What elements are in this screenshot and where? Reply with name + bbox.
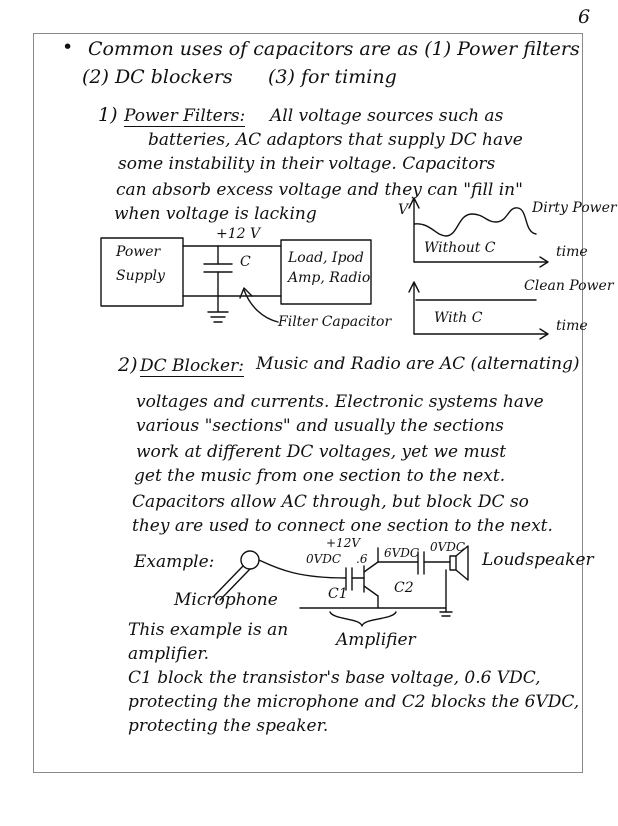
clean-power-label: Clean Power bbox=[524, 278, 614, 294]
transistor-emitter bbox=[364, 586, 378, 596]
amplifier-brace bbox=[330, 612, 396, 626]
load-label-1: Load, Ipod bbox=[288, 250, 364, 266]
section1-line-1: All voltage sources such as bbox=[270, 106, 504, 126]
section2-line-4: work at different DC voltages, yet we must bbox=[136, 442, 507, 462]
ovdc-left-label: 0VDC bbox=[306, 552, 342, 566]
section1-line-4: can absorb excess voltage and they can "fill in" bbox=[116, 180, 523, 200]
section1-line-2: batteries, AC adaptors that supply DC have bbox=[148, 130, 523, 150]
load-label-2: Amp, Radio bbox=[288, 270, 371, 286]
note-line-1: This example is an bbox=[128, 620, 289, 640]
time-label-2: time bbox=[556, 318, 588, 334]
section1-line-3: some instability in their voltage. Capacitors bbox=[118, 154, 496, 174]
microphone-head bbox=[241, 551, 259, 569]
section1-number: 1) bbox=[98, 104, 118, 126]
v6-label: 6VDC bbox=[384, 546, 420, 560]
speaker-body bbox=[450, 556, 456, 570]
voltage-label: +12 V bbox=[216, 226, 261, 242]
section2-number: 2) bbox=[118, 354, 138, 376]
loudspeaker-label: Loudspeaker bbox=[482, 550, 594, 570]
intro-line-2a: (2) DC blockers bbox=[82, 66, 233, 88]
section1-heading: Power Filters: bbox=[124, 106, 246, 126]
cap-label: C bbox=[240, 254, 251, 270]
final-line-3: protecting the speaker. bbox=[128, 716, 329, 736]
intro-line-2b: (3) for timing bbox=[268, 66, 397, 88]
section2-line-1: Music and Radio are AC (alternating) bbox=[256, 354, 580, 374]
without-c-label: Without C bbox=[424, 240, 496, 256]
section2-line-7: they are used to connect one section to the next. bbox=[132, 516, 553, 536]
with-c-label: With C bbox=[434, 310, 483, 326]
v12-label: +12V bbox=[326, 536, 360, 550]
intro-line-1: Common uses of capacitors are as (1) Power filters bbox=[88, 38, 580, 60]
supply-label-1: Power bbox=[116, 244, 161, 260]
dirty-power-label: Dirty Power bbox=[532, 200, 617, 216]
supply-label-2: Supply bbox=[116, 268, 165, 284]
note-line-2: amplifier. bbox=[128, 644, 210, 664]
amplifier-label: Amplifier bbox=[336, 630, 416, 650]
c1-label: C1 bbox=[328, 586, 348, 602]
filter-capacitor-label: Filter Capacitor bbox=[278, 314, 392, 330]
example-label: Example: bbox=[134, 552, 215, 572]
microphone-label: Microphone bbox=[174, 590, 278, 610]
section1-line-5: when voltage is lacking bbox=[114, 204, 317, 224]
time-label-1: time bbox=[556, 244, 588, 260]
section2-line-6: Capacitors allow AC through, but block DC so bbox=[132, 492, 529, 512]
final-line-2: protecting the microphone and C2 blocks the 6VDC, bbox=[128, 692, 580, 712]
v-axis-label: V bbox=[398, 202, 409, 218]
intro-bullet: • bbox=[62, 36, 74, 58]
final-line-1: C1 block the transistor's base voltage, 0.6 VDC, bbox=[128, 668, 541, 688]
c2-label: C2 bbox=[394, 580, 414, 596]
section2-line-5: get the music from one section to the next. bbox=[134, 466, 506, 486]
page-number: 6 bbox=[578, 6, 591, 28]
v06-label: .6 bbox=[356, 552, 368, 566]
section2-line-2: voltages and currents. Electronic systems have bbox=[136, 392, 544, 412]
section2-heading: DC Blocker: bbox=[140, 356, 244, 376]
ovdc-right-label: 0VDC bbox=[430, 540, 466, 554]
section2-line-3: various "sections" and usually the sections bbox=[136, 416, 504, 436]
